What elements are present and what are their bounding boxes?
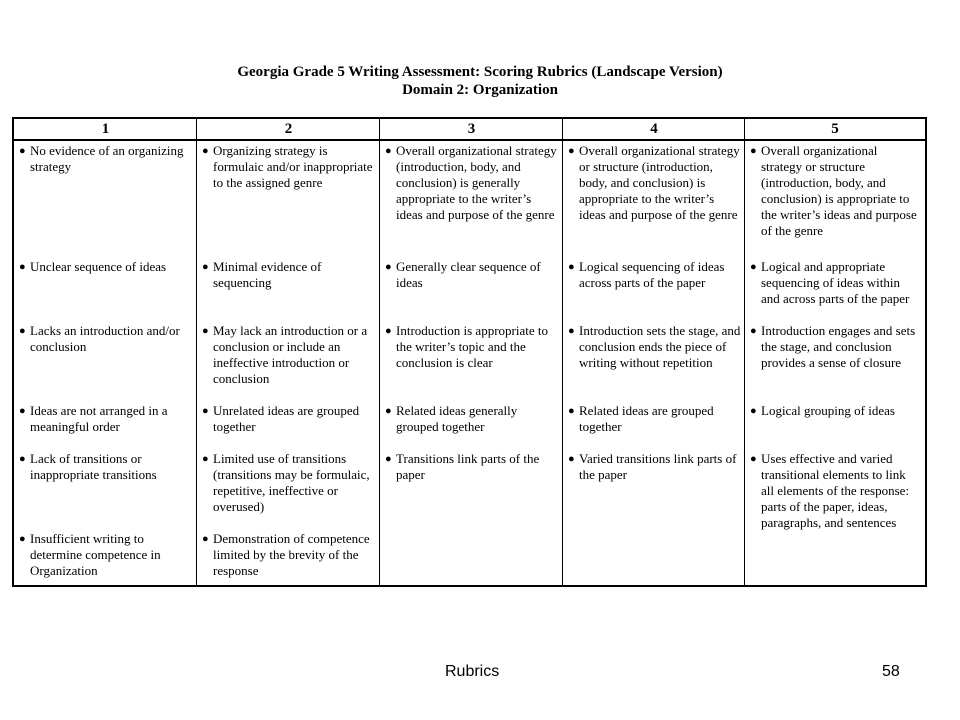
bullet-icon: ● bbox=[750, 261, 757, 273]
rubric-criterion bbox=[202, 531, 376, 579]
rubric-criterion bbox=[202, 323, 376, 387]
column-header-5: 5 bbox=[831, 121, 839, 137]
rubric-criterion bbox=[202, 259, 376, 291]
rubric-criterion bbox=[568, 143, 741, 223]
rubric-criterion bbox=[568, 403, 741, 435]
rubric-criterion bbox=[385, 451, 559, 483]
column-header-2: 2 bbox=[284, 121, 293, 137]
bullet-icon: ● bbox=[385, 453, 392, 465]
criterion-text: Varied transitions link parts of the paper bbox=[579, 451, 737, 482]
rubric-column-5 bbox=[745, 141, 925, 585]
rubric-criterion bbox=[385, 323, 559, 371]
rubric-criterion bbox=[750, 451, 921, 531]
bullet-icon: ● bbox=[202, 453, 209, 465]
rubric-header-row bbox=[14, 119, 925, 141]
criterion-text: Demonstration of competence limited by the brevity of the response bbox=[213, 531, 370, 578]
criterion-text: Insufficient writing to determine competence in Organization bbox=[30, 531, 161, 578]
document-subtitle: Domain 2: Organization bbox=[402, 82, 558, 98]
criterion-text: Lacks an introduction and/or conclusion bbox=[30, 323, 180, 354]
rubric-criterion bbox=[385, 259, 559, 291]
criterion-text: Lack of transitions or inappropriate transitions bbox=[30, 451, 157, 482]
rubric-column-2 bbox=[197, 141, 380, 585]
rubric-table bbox=[12, 117, 927, 587]
bullet-icon: ● bbox=[19, 453, 26, 465]
criterion-text: Introduction is appropriate to the writer’s topic and the conclusion is clear bbox=[396, 323, 548, 370]
rubric-column-1 bbox=[14, 141, 197, 585]
bullet-icon: ● bbox=[385, 405, 392, 417]
rubric-criterion bbox=[19, 451, 193, 483]
rubric-criterion bbox=[750, 143, 921, 239]
criterion-text: Logical grouping of ideas bbox=[761, 403, 895, 418]
bullet-icon: ● bbox=[19, 145, 26, 157]
bullet-icon: ● bbox=[19, 261, 26, 273]
bullet-icon: ● bbox=[568, 405, 575, 417]
bullet-icon: ● bbox=[202, 325, 209, 337]
document-title-block bbox=[0, 63, 960, 99]
criterion-text: No evidence of an organizing strategy bbox=[30, 143, 184, 174]
criterion-text: Uses effective and varied transitional elements to link all elements of the response: parts of the paper, ideas, paragraphs, and sentences bbox=[761, 451, 910, 530]
rubric-criterion bbox=[750, 403, 921, 419]
bullet-icon: ● bbox=[19, 325, 26, 337]
bullet-icon: ● bbox=[385, 261, 392, 273]
criterion-text: Logical sequencing of ideas across parts of the paper bbox=[579, 259, 725, 290]
criterion-text: Transitions link parts of the paper bbox=[396, 451, 540, 482]
criterion-text: Limited use of transitions (transitions may be formulaic, repetitive, ineffective or overused) bbox=[213, 451, 370, 514]
criterion-text: Overall organizational strategy (introduction, body, and conclusion) is generally appropriate to the writer’s ideas and purpose of the genre bbox=[396, 143, 557, 222]
bullet-icon: ● bbox=[385, 145, 392, 157]
rubric-column-4 bbox=[563, 141, 745, 585]
rubric-criterion bbox=[568, 259, 741, 291]
page-number: 58 bbox=[882, 663, 900, 680]
criterion-text: Related ideas generally grouped together bbox=[396, 403, 518, 434]
criterion-text: Logical and appropriate sequencing of ideas within and across parts of the paper bbox=[761, 259, 910, 306]
bullet-icon: ● bbox=[19, 533, 26, 545]
rubric-criterion bbox=[19, 259, 193, 275]
criterion-text: Unrelated ideas are grouped together bbox=[213, 403, 360, 434]
criterion-text: May lack an introduction or a conclusion or include an ineffective introduction or conclusion bbox=[213, 323, 368, 386]
bullet-icon: ● bbox=[19, 405, 26, 417]
bullet-icon: ● bbox=[202, 261, 209, 273]
column-header-1: 1 bbox=[101, 121, 110, 137]
criterion-text: Generally clear sequence of ideas bbox=[396, 259, 541, 290]
rubric-criterion bbox=[19, 143, 193, 175]
bullet-icon: ● bbox=[202, 533, 209, 545]
footer-label: Rubrics bbox=[445, 663, 500, 680]
document-title: Georgia Grade 5 Writing Assessment: Scoring Rubrics (Landscape Version) bbox=[237, 64, 723, 80]
rubric-criterion bbox=[202, 403, 376, 435]
rubric-criterion bbox=[19, 403, 193, 435]
bullet-icon: ● bbox=[568, 453, 575, 465]
bullet-icon: ● bbox=[750, 453, 757, 465]
rubric-criterion bbox=[19, 323, 193, 355]
rubric-criterion bbox=[19, 531, 193, 579]
criterion-text: Related ideas are grouped together bbox=[579, 403, 714, 434]
bullet-icon: ● bbox=[750, 325, 757, 337]
column-header-3: 3 bbox=[467, 121, 476, 137]
criterion-text: Ideas are not arranged in a meaningful order bbox=[30, 403, 168, 434]
criterion-text: Introduction sets the stage, and conclusion ends the piece of writing without repetition bbox=[579, 323, 741, 370]
bullet-icon: ● bbox=[202, 145, 209, 157]
rubric-criterion bbox=[568, 323, 741, 371]
bullet-icon: ● bbox=[750, 405, 757, 417]
criterion-text: Overall organizational strategy or structure (introduction, body, and conclusion) is appropriate to the writer’s ideas and purpose of the genre bbox=[761, 143, 917, 238]
criterion-text: Unclear sequence of ideas bbox=[30, 259, 167, 274]
rubric-criterion bbox=[568, 451, 741, 483]
rubric-criterion bbox=[202, 143, 376, 191]
criterion-text: Organizing strategy is formulaic and/or inappropriate to the assigned genre bbox=[213, 143, 373, 190]
bullet-icon: ● bbox=[750, 145, 757, 157]
rubric-criterion bbox=[750, 323, 921, 371]
rubric-criterion bbox=[385, 403, 559, 435]
bullet-icon: ● bbox=[568, 325, 575, 337]
rubric-criterion bbox=[385, 143, 559, 223]
bullet-icon: ● bbox=[385, 325, 392, 337]
criterion-text: Overall organizational strategy or structure (introduction, body, and conclusion) is appropriate to the writer’s ideas and purpose of the genre bbox=[579, 143, 740, 222]
column-header-4: 4 bbox=[650, 121, 658, 137]
rubric-criterion bbox=[202, 451, 376, 515]
bullet-icon: ● bbox=[568, 261, 575, 273]
rubric-criterion bbox=[750, 259, 921, 307]
rubric-column-3 bbox=[380, 141, 563, 585]
criterion-text: Minimal evidence of sequencing bbox=[213, 259, 322, 290]
criterion-text: Introduction engages and sets the stage, and conclusion provides a sense of closure bbox=[761, 323, 916, 370]
bullet-icon: ● bbox=[568, 145, 575, 157]
bullet-icon: ● bbox=[202, 405, 209, 417]
